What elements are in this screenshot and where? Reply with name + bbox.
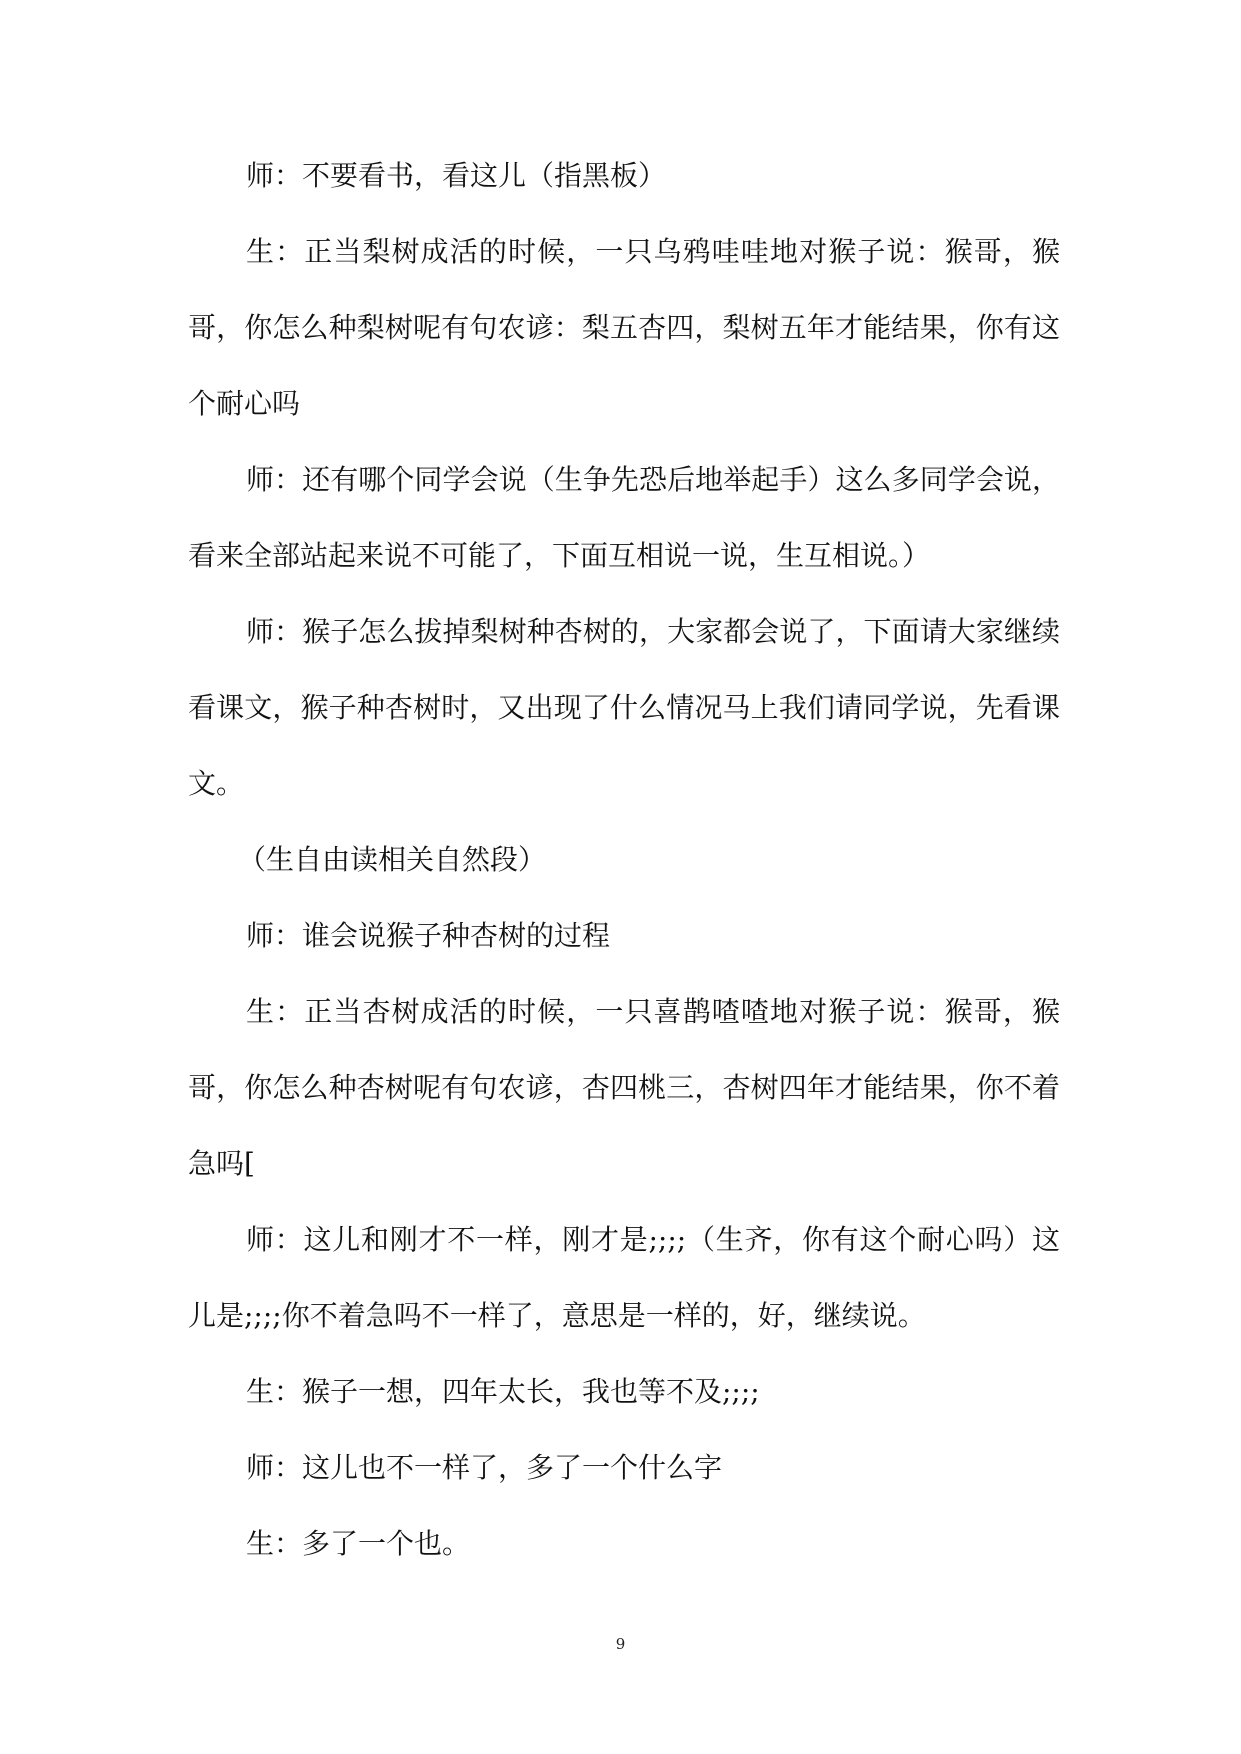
paragraph: （生自由读相关自然段） [238, 843, 547, 876]
paragraph: 生：正当梨树成活的时候，一只乌鸦哇哇地对猴子说：猴哥，猴哥，你怎么种梨树呢有句农谚：梨五杏四，梨树五年才能结果，你有这个耐心吗 [188, 235, 1060, 420]
paragraph: 师：这儿和刚才不一样，刚才是;;;;（生齐，你有这个耐心吗）这儿是;;;;你不着急吗不一样了，意思是一样的，好，继续说。 [188, 1223, 1060, 1332]
page-number: 9 [615, 1635, 626, 1653]
paragraph: 师：谁会说猴子种杏树的过程 [246, 919, 611, 952]
paragraph: 生：多了一个也。 [246, 1527, 471, 1560]
document-body [188, 138, 1060, 1582]
paragraph: 生：猴子一想，四年太长，我也等不及;;;; [246, 1375, 760, 1408]
paragraph: 师：这儿也不一样了，多了一个什么字 [246, 1451, 723, 1484]
paragraph: 师：猴子怎么拔掉梨树种杏树的，大家都会说了，下面请大家继续看课文，猴子种杏树时，又出现了什么情况马上我们请同学说，先看课文。 [188, 615, 1060, 800]
paragraph: 生：正当杏树成活的时候，一只喜鹊喳喳地对猴子说：猴哥，猴哥，你怎么种杏树呢有句农谚，杏四桃三，杏树四年才能结果，你不着急吗[ [188, 995, 1060, 1180]
paragraph: 师：不要看书，看这儿（指黑板） [246, 159, 667, 192]
paragraph: 师：还有哪个同学会说（生争先恐后地举起手）这么多同学会说，看来全部站起来说不可能了，下面互相说一说，生互相说。） [188, 463, 1060, 572]
